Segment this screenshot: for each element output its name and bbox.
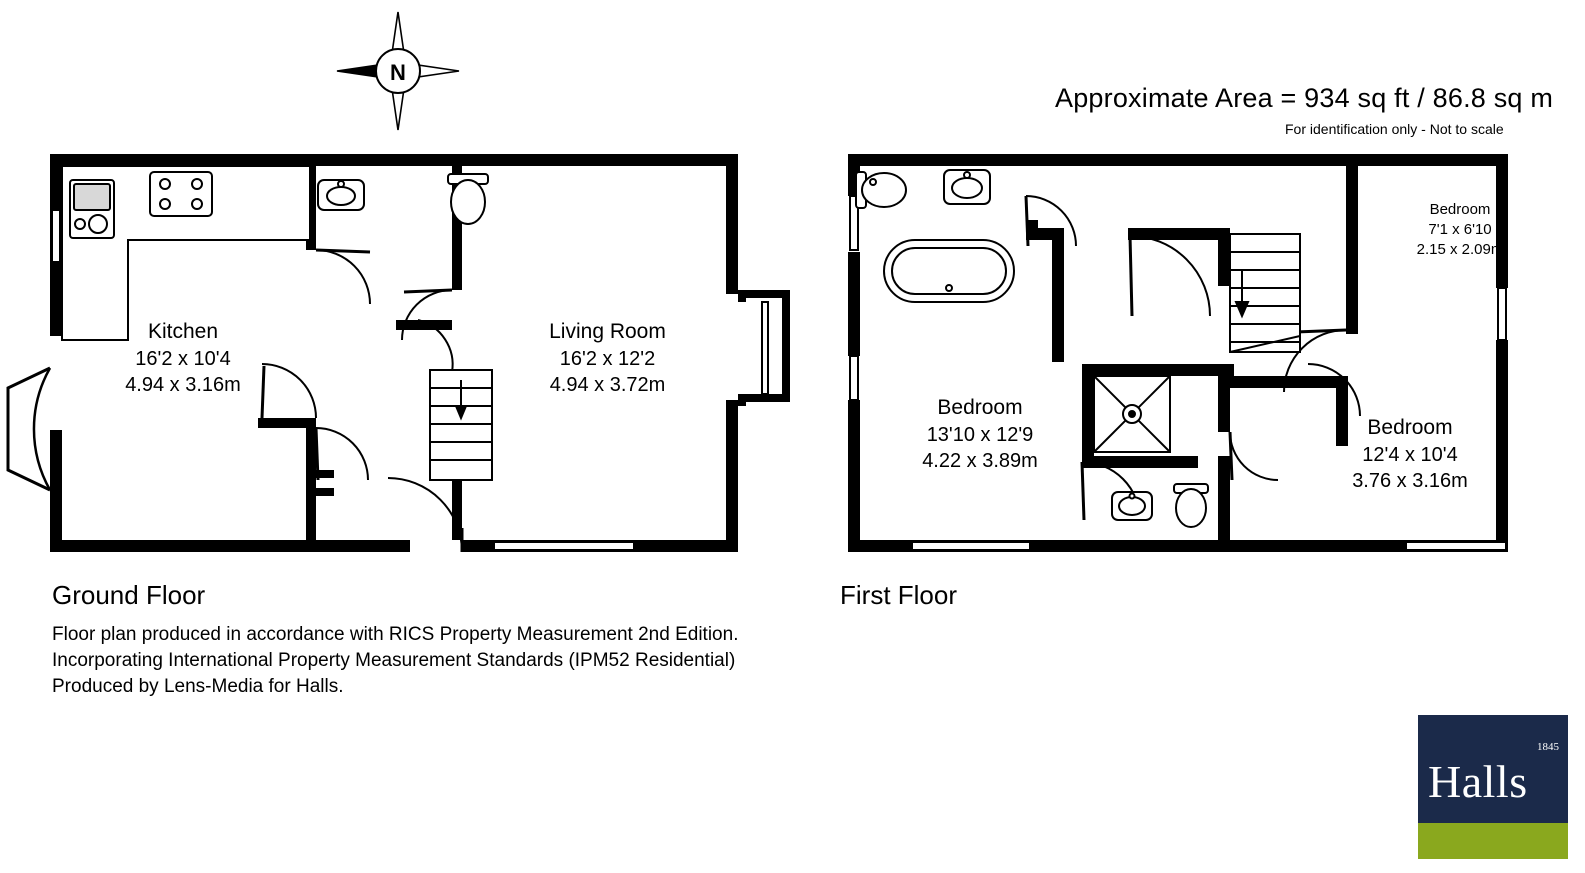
room-name: Living Room [549,320,666,343]
room-dimensions-imperial: 7'1 x 6'10 [1428,220,1492,238]
halls-logo [1418,715,1568,859]
room-name: Bedroom [937,396,1023,419]
room-dimensions-metric: 4.94 x 3.72m [549,374,666,397]
logo-established-year: 1845 [1537,741,1559,753]
compass-north-label: N [390,60,406,85]
room-dimensions-imperial: 13'10 x 12'9 [926,423,1034,446]
first-floor-label: First Floor [840,580,957,610]
room-label-living-room [520,318,695,399]
room-label-kitchen [108,318,258,399]
logo-wordmark: Halls [1428,756,1528,807]
room-dimensions-metric: 4.22 x 3.89m [922,450,1038,473]
room-name: Bedroom [1367,416,1453,439]
logo-bottom-panel [1418,823,1568,859]
room-label-bedroom-second [1325,414,1495,495]
room-dimensions-metric: 3.76 x 3.16m [1352,470,1468,493]
room-label-bedroom-main [895,394,1065,475]
room-dimensions-imperial: 16'2 x 10'4 [135,347,231,370]
compass-rose [333,8,463,134]
room-label-bedroom-third [1385,200,1535,259]
room-dimensions-metric: 2.15 x 2.09m [1416,240,1504,258]
room-dimensions-imperial: 16'2 x 12'2 [559,347,656,370]
room-name: Bedroom [1429,201,1491,218]
approximate-area-text: Approximate Area = 934 sq ft / 86.8 sq m [1055,83,1554,113]
room-name: Kitchen [147,320,219,343]
rics-disclaimer-text: Floor plan produced in accordance with RICS Property Measurement 2nd Edition. Incorporating International Property Measurement Standards (IPM52 Residential) Produced by Lens-Media for Halls. [52,624,739,698]
ground-floor-label: Ground Floor [52,580,206,610]
scale-disclaimer-text: For identification only - Not to scale [1285,121,1504,137]
room-dimensions-metric: 4.94 x 3.16m [125,374,241,397]
room-dimensions-imperial: 12'4 x 10'4 [1362,443,1458,466]
